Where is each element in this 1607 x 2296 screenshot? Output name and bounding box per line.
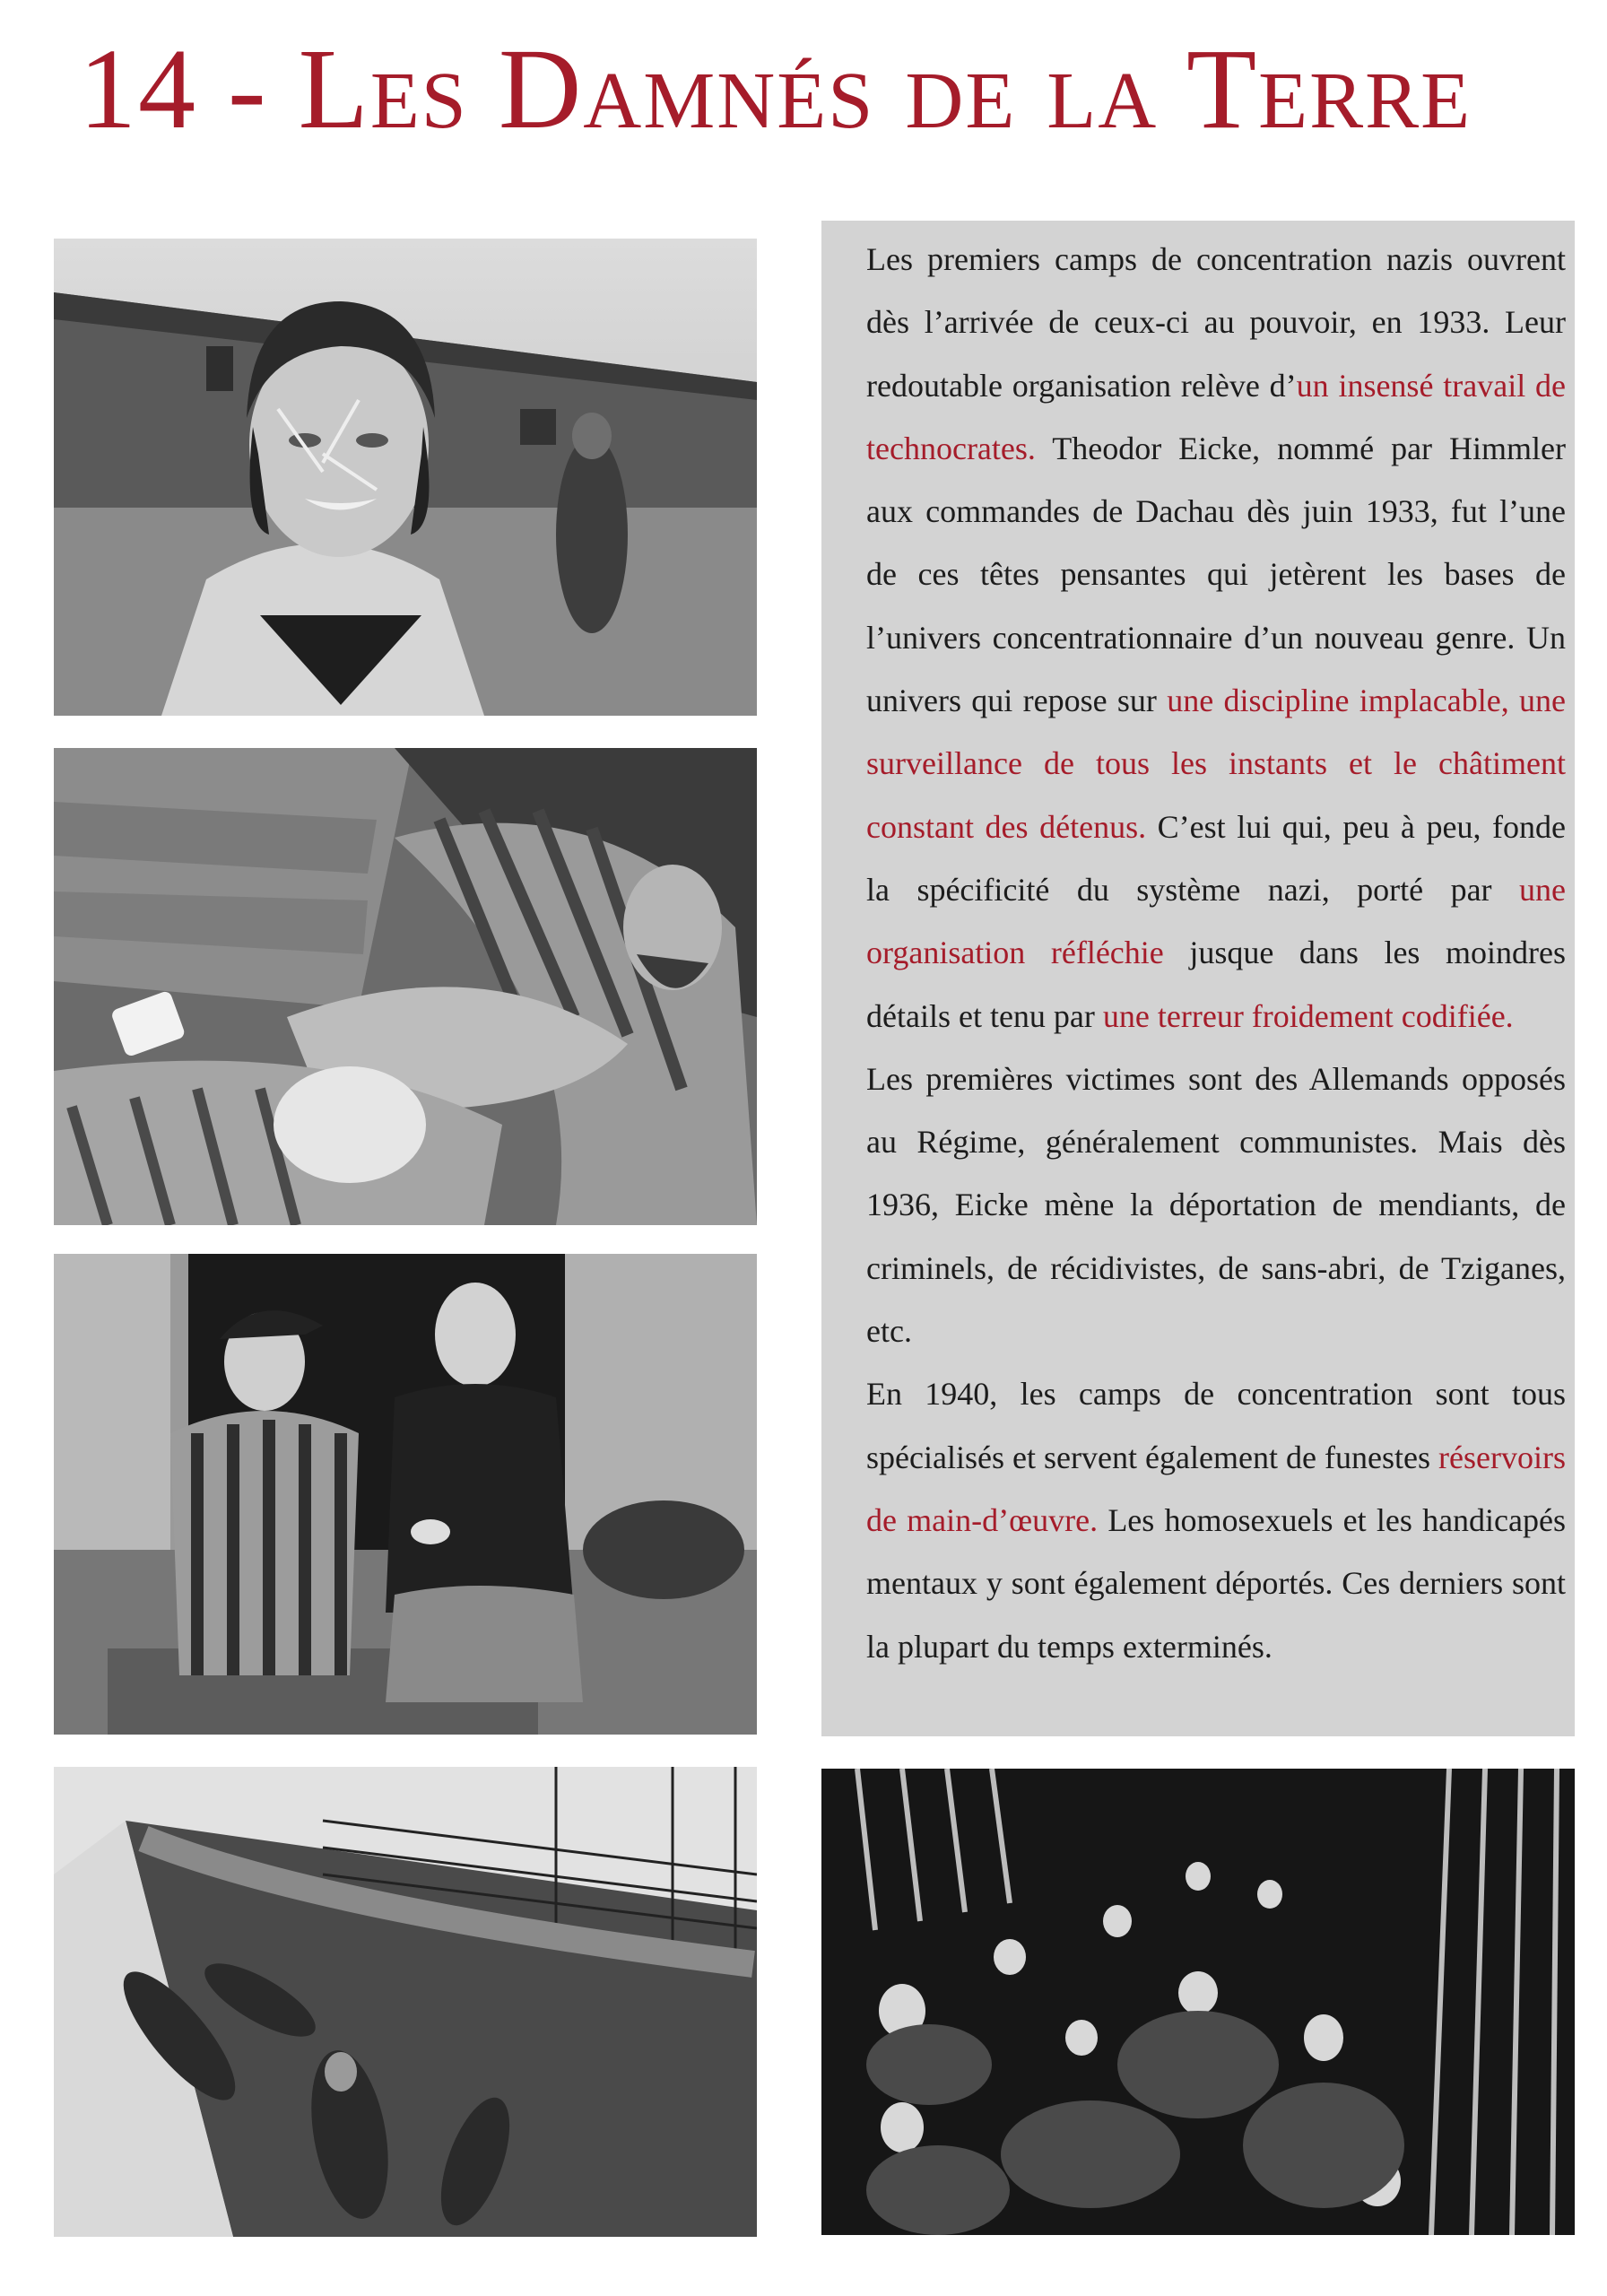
paragraph-1 [866,228,1566,1048]
text-run: En 1940, les camps de concentration sont tous spécialisés et servent également de funestes [866,1376,1566,1475]
text-run: jusque dans les moindres détails et tenu par [866,935,1566,1034]
text-run: Les premiers camps de concentration nazis ouvrent dès l’arrivée de ceux-ci au pouvoir, en 1933. Leur redoutable organisation relève d’ [866,241,1566,404]
text-panel [821,221,1575,1736]
highlight-text: une organisation réfléchie [866,871,1566,971]
page-title: 14 - Les Damnés de la Terre [79,25,1472,152]
highlight-text: une terreur froidement codifiée. [1102,997,1514,1034]
photo-women-in-barrack [821,1769,1575,2235]
highlight-text: une discipline implacable, une surveillance de tous les instants et le châtiment constant des détenus. [866,683,1567,845]
text-run: C’est lui qui, peu à peu, fonde la spécificité du système nazi, porté par [866,808,1566,908]
photo-prisoner-lying [54,748,757,1225]
highlight-text: réservoirs de main-d’œuvre. [866,1439,1566,1538]
photo-woman-smiling [54,239,757,716]
paragraph-2: Les premières victimes sont des Allemands opposés au Régime, généralement communistes. Mais dès 1936, Eicke mène la déportation de mendiants, de criminels, de récidivistes, de sans-abri, de Tziganes, etc. [866,1060,1566,1350]
paragraph-3 [866,1362,1566,1677]
text-run: Theodor Eicke, nommé par Himmler aux commandes de Dachau dès juin 1933, fut l’une de ces têtes pensantes qui jetèrent les bases de l’univers concentrationnaire d’un nouveau genre. Un univers qui repose sur [866,430,1566,719]
photo-two-prisoners-seated [54,1254,757,1735]
photo-bodies-by-fence [54,1767,757,2237]
highlight-text: un insensé travail de technocrates. [866,367,1566,466]
text-run: Les homosexuels et les handicapés mentaux y sont également déportés. Ces derniers sont la plupart du temps exterminés. [866,1501,1566,1665]
